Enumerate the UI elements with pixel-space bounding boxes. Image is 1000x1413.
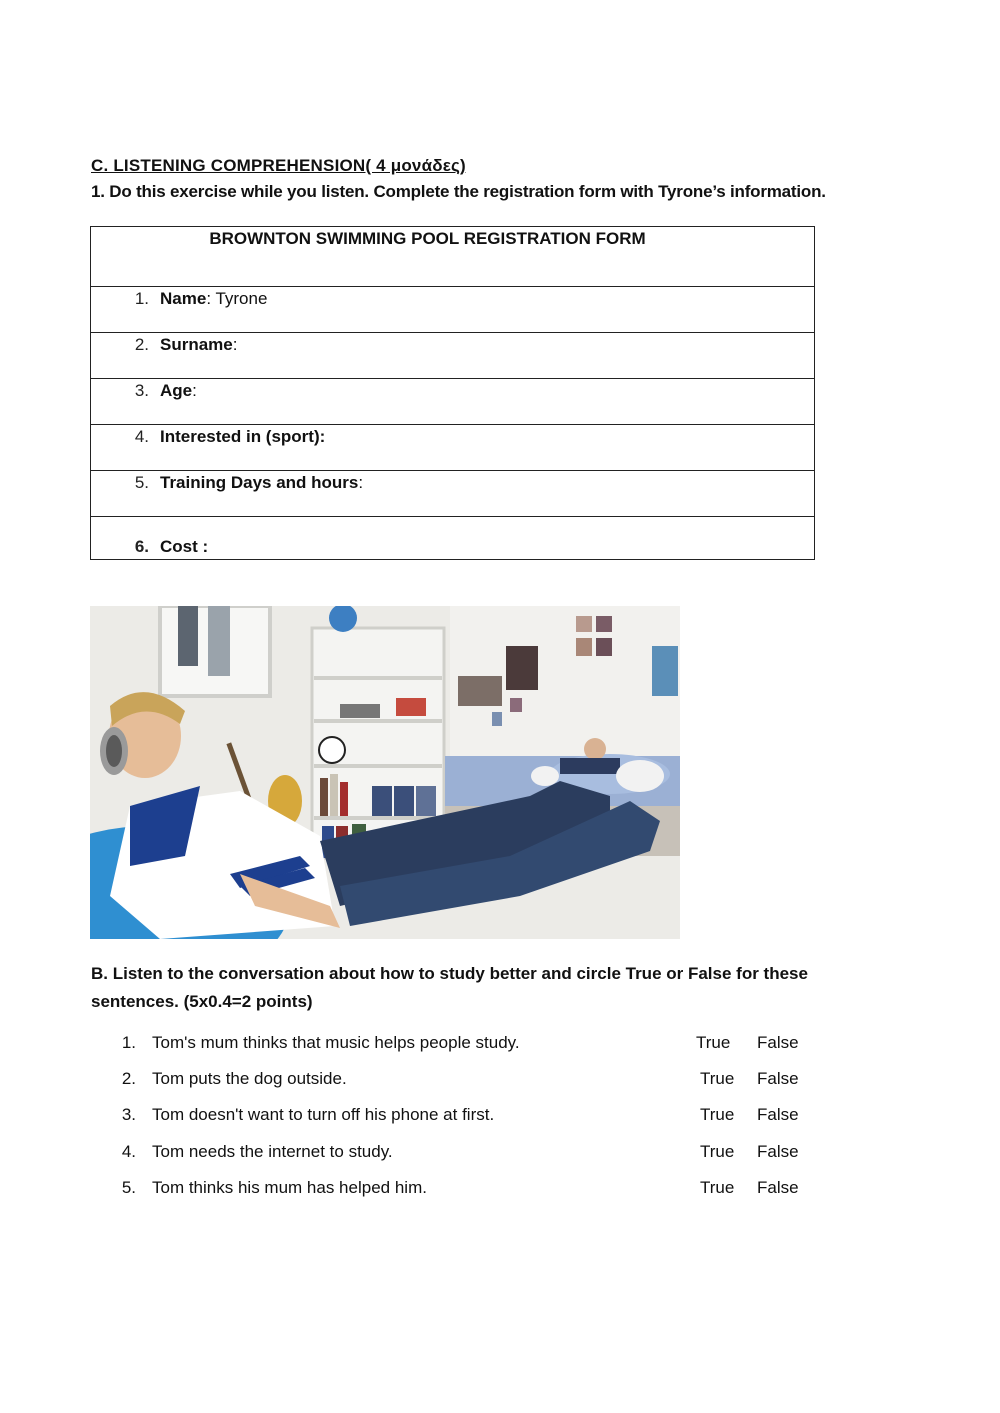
form-row-training[interactable] bbox=[91, 471, 814, 517]
registration-form bbox=[90, 226, 815, 560]
row-label: Age bbox=[160, 381, 193, 400]
form-row-surname[interactable] bbox=[91, 333, 814, 379]
item-sentence: Tom puts the dog outside. bbox=[152, 1069, 347, 1088]
row-separator: : bbox=[192, 381, 197, 400]
row-label: Surname bbox=[160, 335, 233, 354]
false-option[interactable]: False bbox=[757, 1178, 799, 1197]
form-row-cost[interactable] bbox=[91, 517, 814, 559]
row-number: 3. bbox=[134, 381, 149, 400]
true-option[interactable]: True bbox=[700, 1105, 735, 1124]
row-number: 4. bbox=[134, 427, 149, 446]
item-sentence: Tom thinks his mum has helped him. bbox=[152, 1178, 427, 1197]
form-row-sport[interactable] bbox=[91, 425, 814, 471]
item-sentence: Tom doesn't want to turn off his phone at first. bbox=[152, 1105, 495, 1124]
photo-illustration bbox=[90, 606, 680, 939]
row-label: Cost : bbox=[160, 537, 209, 556]
bedroom-photo bbox=[90, 606, 680, 939]
true-option[interactable]: True bbox=[700, 1142, 735, 1161]
item-number: 2. bbox=[121, 1069, 136, 1088]
row-label: Interested in (sport): bbox=[160, 427, 326, 446]
list-item bbox=[0, 1178, 1000, 1208]
false-option[interactable]: False bbox=[757, 1142, 799, 1161]
list-item bbox=[0, 1069, 1000, 1099]
false-option[interactable]: False bbox=[757, 1033, 799, 1052]
row-value[interactable]: Tyrone bbox=[215, 289, 268, 308]
row-separator: : bbox=[206, 289, 216, 308]
row-number: 2. bbox=[134, 335, 149, 354]
false-option[interactable]: False bbox=[757, 1069, 799, 1088]
row-separator: : bbox=[358, 473, 364, 492]
row-number: 6. bbox=[134, 537, 149, 556]
row-separator: : bbox=[232, 335, 238, 354]
row-label: Name bbox=[160, 289, 207, 308]
true-option[interactable]: True bbox=[696, 1033, 731, 1052]
item-number: 4. bbox=[121, 1142, 136, 1161]
form-title: BROWNTON SWIMMING POOL REGISTRATION FORM bbox=[91, 227, 814, 287]
list-item bbox=[0, 1142, 1000, 1172]
form-row-age[interactable] bbox=[91, 379, 814, 425]
exerciseB-instruction: B. Listen to the conversation about how to study better and circle True or False for these sentences. (5x0.4=2 points) bbox=[91, 964, 808, 1011]
row-number: 5. bbox=[134, 473, 149, 492]
row-label: Training Days and hours bbox=[160, 473, 359, 492]
true-option[interactable]: True bbox=[700, 1069, 735, 1088]
item-sentence: Tom's mum thinks that music helps people study. bbox=[152, 1033, 520, 1052]
section-heading: C. LISTENING COMPREHENSION( 4 μονάδες) bbox=[91, 156, 466, 175]
item-number: 5. bbox=[121, 1178, 136, 1197]
item-sentence: Tom needs the internet to study. bbox=[152, 1142, 393, 1161]
exercise1-instruction: 1. Do this exercise while you listen. Complete the registration form with Tyrone’s information. bbox=[91, 182, 826, 201]
item-number: 3. bbox=[121, 1105, 136, 1124]
list-item bbox=[0, 1033, 1000, 1063]
false-option[interactable]: False bbox=[757, 1105, 799, 1124]
form-row-name[interactable] bbox=[91, 287, 814, 333]
row-number: 1. bbox=[134, 289, 149, 308]
true-option[interactable]: True bbox=[700, 1178, 735, 1197]
item-number: 1. bbox=[121, 1033, 136, 1052]
list-item bbox=[0, 1105, 1000, 1135]
